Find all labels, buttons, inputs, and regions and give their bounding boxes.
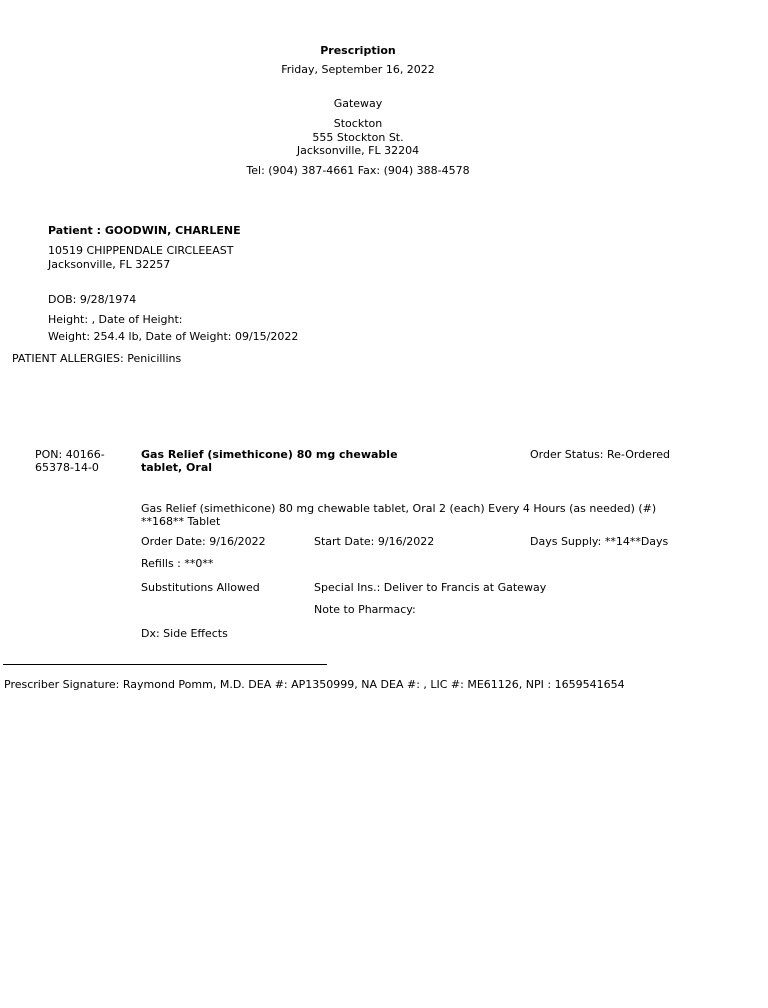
sig-line1: Gas Relief (simethicone) 80 mg chewable tablet, Oral 2 (each) Every 4 Hours (as needed) (#) [141,502,657,515]
patient-address-line2: Jacksonville, FL 32257 [48,258,171,271]
pon-line1: PON: 40166- [35,448,105,461]
patient-height: Height: , Date of Height: [48,313,183,326]
document-date: Friday, September 16, 2022 [281,63,435,76]
drug-title-line2: tablet, Oral [141,461,213,474]
signature-line [3,664,327,665]
prescriber-signature: Prescriber Signature: Raymond Pomm, M.D. DEA #: AP1350999, NA DEA #: , LIC #: ME61126, NPI : 1659541654 [4,678,625,691]
pharmacy-city: Jacksonville, FL 32204 [296,144,420,157]
substitutions: Substitutions Allowed [141,581,260,594]
patient-allergies: PATIENT ALLERGIES: Penicillins [12,352,182,365]
order-status: Order Status: Re-Ordered [530,448,670,461]
order-date: Order Date: 9/16/2022 [141,535,266,548]
patient-address-line1: 10519 CHIPPENDALE CIRCLEEAST [48,244,234,257]
start-date: Start Date: 9/16/2022 [314,535,435,548]
pharmacy-contact: Tel: (904) 387-4661 Fax: (904) 388-4578 [246,164,470,177]
patient-weight: Weight: 254.4 lb, Date of Weight: 09/15/2022 [48,330,299,343]
special-instructions: Special Ins.: Deliver to Francis at Gateway [314,581,547,594]
pharmacy-street: 555 Stockton St. [312,131,404,144]
days-supply: Days Supply: **14**Days [530,535,669,548]
pharmacy-location: Stockton [333,117,383,130]
note-to-pharmacy: Note to Pharmacy: [314,603,416,616]
pharmacy-name: Gateway [333,97,383,110]
sig-line2: **168** Tablet [141,515,221,528]
pon-line2: 65378-14-0 [35,461,99,474]
diagnosis: Dx: Side Effects [141,627,228,640]
patient-name: Patient : GOODWIN, CHARLENE [48,224,241,237]
drug-title-line1: Gas Relief (simethicone) 80 mg chewable [141,448,398,461]
document-title: Prescription [320,44,396,57]
refills: Refills : **0** [141,557,214,570]
patient-dob: DOB: 9/28/1974 [48,293,137,306]
